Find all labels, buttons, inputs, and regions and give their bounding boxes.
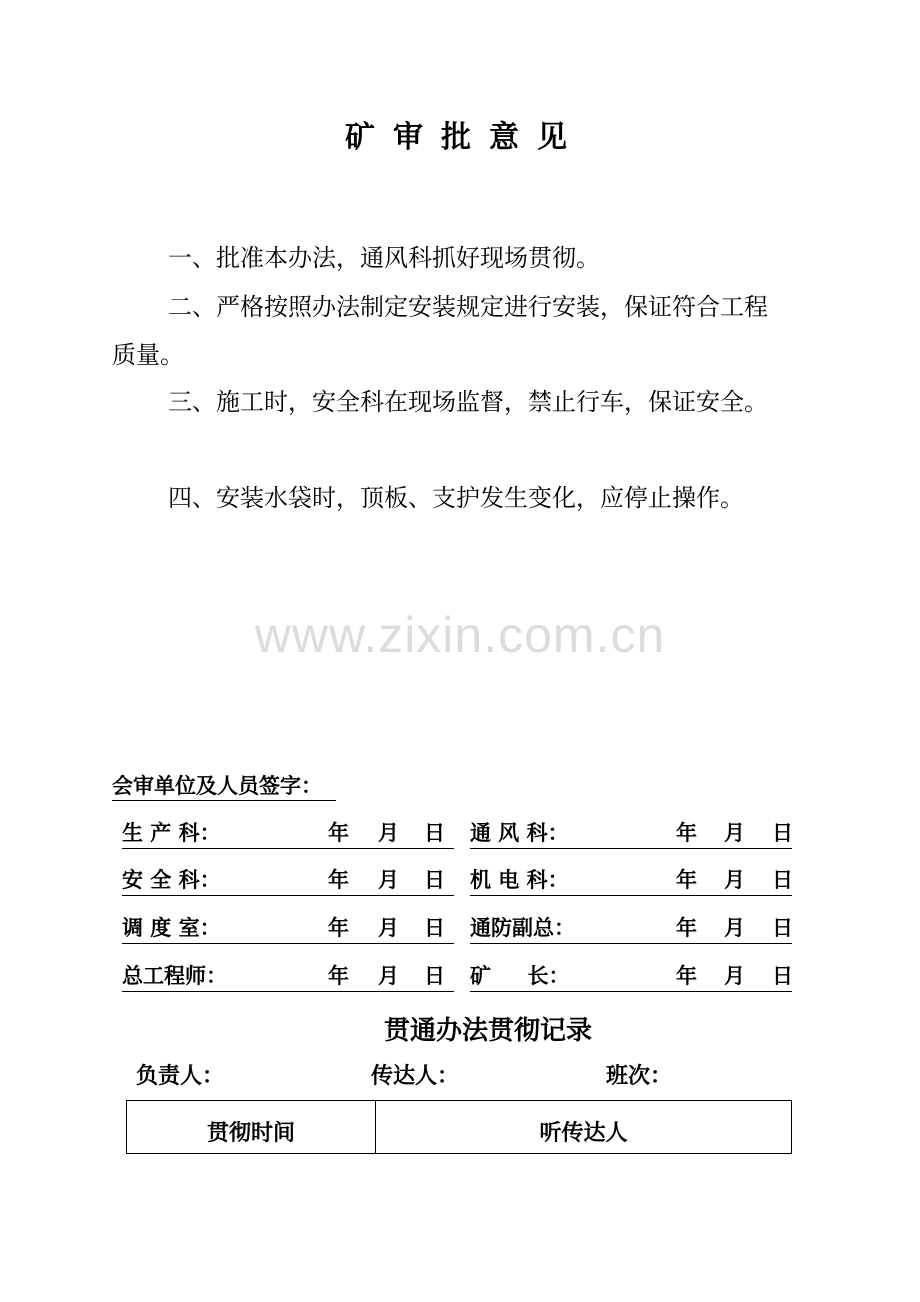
signature-heading: 会审单位及人员签字：: [112, 772, 336, 801]
record-table: [126, 1100, 792, 1154]
responsible-person-label: 负责人：: [136, 1063, 225, 1089]
dept-label: 通防副总：: [470, 915, 575, 940]
day-label: 日: [772, 867, 793, 892]
signature-row: [122, 866, 792, 896]
year-label: 年: [328, 867, 349, 892]
dept-label: 安 全 科：: [122, 867, 221, 892]
month-label: 月: [378, 867, 399, 892]
year-label: 年: [676, 820, 697, 845]
shift-label: 班次：: [606, 1063, 673, 1089]
signature-line: [470, 895, 792, 896]
signature-line: [122, 895, 454, 896]
header-attendees: 听传达人: [376, 1101, 792, 1154]
dept-label: 矿 长：: [470, 963, 570, 988]
day-label: 日: [424, 820, 445, 845]
day-label: 日: [424, 867, 445, 892]
dept-label: 生 产 科：: [122, 820, 221, 845]
opinion-item-2: 二、严格按照办法制定安装规定进行安装，保证符合工程质量。: [112, 293, 768, 369]
opinion-item-1: 一、批准本办法，通风科抓好现场贯彻。: [168, 244, 600, 272]
year-label: 年: [328, 915, 349, 940]
year-label: 年: [676, 867, 697, 892]
signature-line: [122, 848, 454, 849]
month-label: 月: [378, 915, 399, 940]
watermark: www.zixin.com.cn: [254, 607, 666, 663]
month-label: 月: [724, 963, 745, 988]
day-label: 日: [772, 915, 793, 940]
month-label: 月: [724, 820, 745, 845]
year-label: 年: [328, 963, 349, 988]
day-label: 日: [772, 820, 793, 845]
month-label: 月: [378, 820, 399, 845]
conveyor-label: 传达人：: [371, 1063, 460, 1089]
dept-label: 机 电 科：: [470, 867, 569, 892]
year-label: 年: [676, 915, 697, 940]
signature-line: [122, 991, 454, 992]
dept-label: 总工程师：: [122, 963, 227, 988]
month-label: 月: [724, 867, 745, 892]
signature-row: [122, 962, 792, 992]
opinion-item-4: 四、安装水袋时，顶板、支护发生变化，应停止操作。: [168, 484, 744, 512]
month-label: 月: [724, 915, 745, 940]
year-label: 年: [328, 820, 349, 845]
signature-line: [470, 943, 792, 944]
page-title: 矿审批意见: [345, 120, 585, 155]
month-label: 月: [378, 963, 399, 988]
header-implementation-time: 贯彻时间: [127, 1101, 376, 1154]
signature-row: [122, 819, 792, 849]
signature-line: [470, 848, 792, 849]
dept-label: 通 风 科：: [470, 820, 569, 845]
signature-row: [122, 914, 792, 944]
year-label: 年: [676, 963, 697, 988]
table-header-row: [127, 1101, 792, 1154]
opinion-item-3: 三、施工时，安全科在现场监督，禁止行车，保证安全。: [168, 388, 768, 416]
record-title: 贯通办法贯彻记录: [383, 1016, 592, 1046]
signature-line: [122, 943, 454, 944]
day-label: 日: [424, 963, 445, 988]
day-label: 日: [424, 915, 445, 940]
signature-line: [470, 991, 792, 992]
day-label: 日: [772, 963, 793, 988]
dept-label: 调 度 室：: [122, 915, 221, 940]
